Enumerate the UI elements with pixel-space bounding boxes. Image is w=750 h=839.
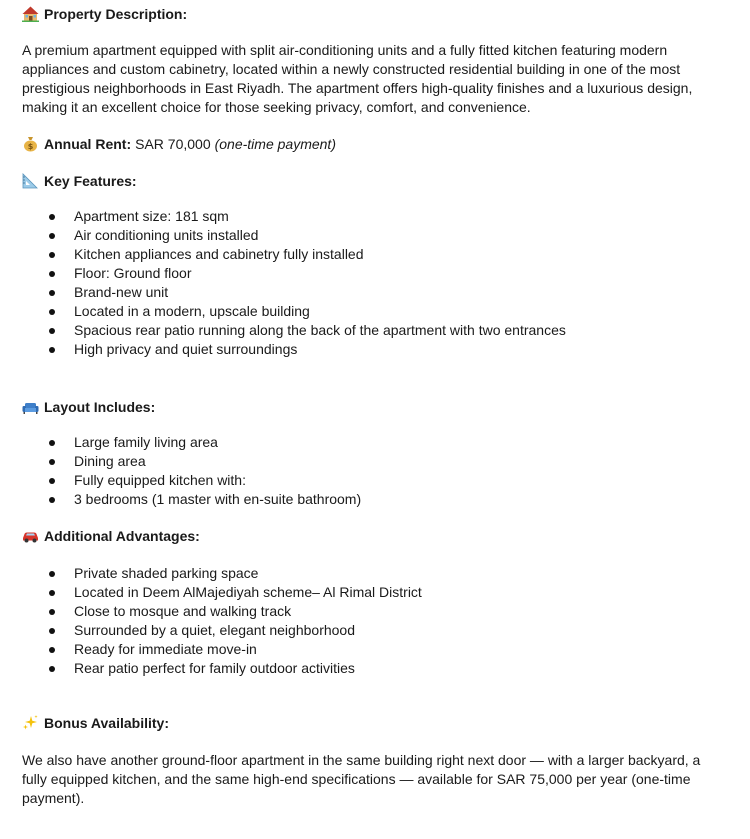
key-features-title: Key Features: — [44, 172, 137, 189]
list-item: Surrounded by a quiet, elegant neighborhood — [0, 621, 422, 640]
list-item: Air conditioning units installed — [0, 226, 566, 245]
list-item: Close to mosque and walking track — [0, 602, 422, 621]
layout-includes-heading — [22, 398, 155, 415]
list-item: Private shaded parking space — [0, 564, 422, 583]
additional-advantages-list — [0, 564, 422, 678]
bonus-availability-text: We also have another ground-floor apartment in the same building right next door — with a larger backyard, a fully equipped kitchen, and the same high-end specifications — available for SAR 75,000 per year (one-time payment). — [22, 752, 701, 806]
triangular-ruler-icon — [22, 172, 39, 189]
car-icon — [22, 527, 39, 544]
list-item: Floor: Ground floor — [0, 264, 566, 283]
property-description-title: Property Description: — [44, 5, 188, 22]
list-item: Rear patio perfect for family outdoor activities — [0, 659, 422, 678]
additional-advantages-title: Additional Advantages: — [44, 527, 200, 544]
list-item: High privacy and quiet surroundings — [0, 340, 566, 359]
additional-advantages-heading — [22, 527, 200, 544]
bonus-availability-title: Bonus Availability: — [44, 714, 169, 731]
bonus-availability-heading — [22, 714, 169, 731]
list-item: 3 bedrooms (1 master with en-suite bathroom) — [0, 490, 361, 509]
list-item: Spacious rear patio running along the back of the apartment with two entrances — [0, 321, 566, 340]
couch-icon — [22, 398, 39, 415]
list-item: Ready for immediate move-in — [0, 640, 422, 659]
layout-includes-list — [0, 433, 361, 509]
list-item: Apartment size: 181 sqm — [0, 207, 566, 226]
annual-rent-value: SAR 70,000 — [135, 135, 211, 152]
key-features-list — [0, 207, 566, 359]
money-bag-icon — [22, 135, 39, 152]
annual-rent-note: (one-time payment) — [214, 135, 336, 152]
key-features-heading — [22, 172, 137, 189]
list-item: Kitchen appliances and cabinetry fully installed — [0, 245, 566, 264]
annual-rent-line — [22, 135, 336, 152]
list-item: Located in a modern, upscale building — [0, 302, 566, 321]
property-description-heading — [22, 5, 187, 22]
list-item: Large family living area — [0, 433, 361, 452]
svg-text:$: $ — [27, 142, 34, 151]
list-item: Fully equipped kitchen with: — [0, 471, 361, 490]
list-item: Brand-new unit — [0, 283, 566, 302]
annual-rent-label: Annual Rent: — [44, 135, 132, 152]
list-item: Dining area — [0, 452, 361, 471]
house-icon — [22, 5, 39, 22]
list-item: Located in Deem AlMajediyah scheme– Al Rimal District — [0, 583, 422, 602]
sparkles-icon — [22, 714, 39, 731]
layout-includes-title: Layout Includes: — [44, 398, 156, 415]
property-description-text: A premium apartment equipped with split air-conditioning units and a fully fitted kitchen featuring modern appliances and custom cabinetry, located within a newly constructed residential building in one of the most prestigious neighborhoods in East Riyadh. The apartment offers high-quality finishes and a luxurious design, making it an excellent choice for those seeking privacy, comfort, and convenience. — [22, 42, 693, 115]
